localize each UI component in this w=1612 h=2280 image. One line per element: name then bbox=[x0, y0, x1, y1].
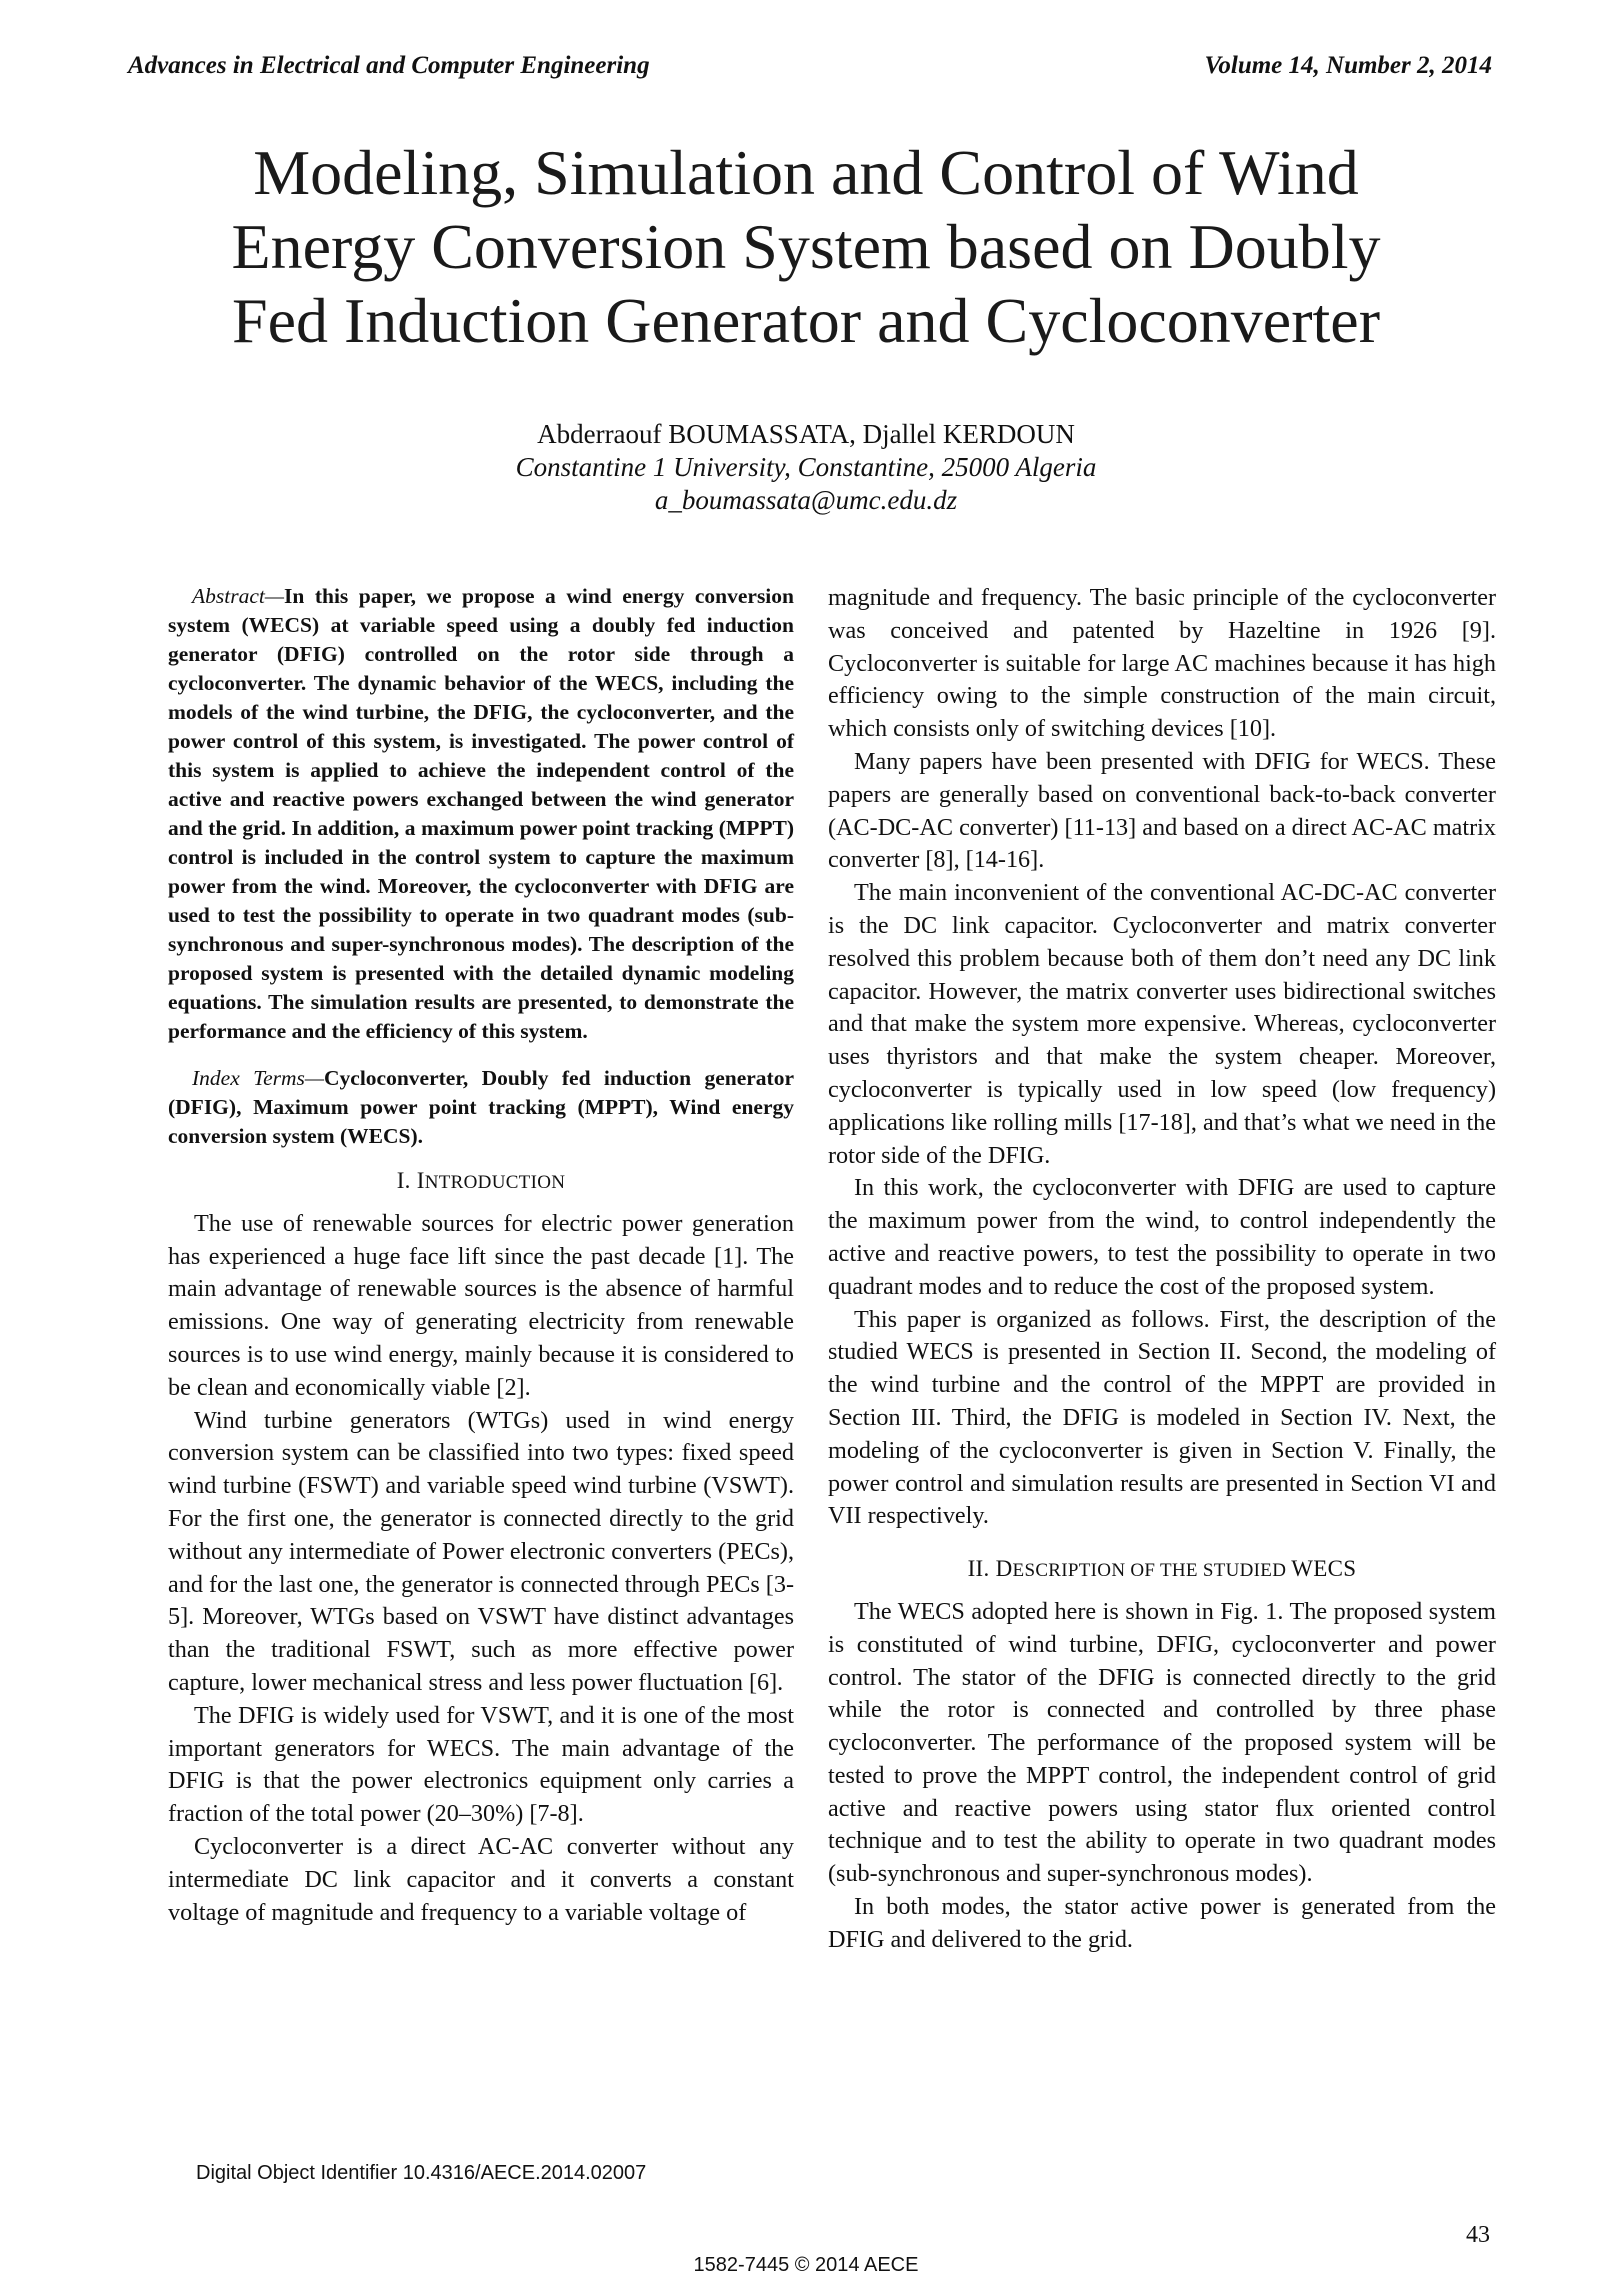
abstract bbox=[168, 582, 794, 1046]
index-terms-text: Cycloconverter, Doubly fed induction generator (DFIG), Maximum power point tracking (MPPT), Wind energy conversion system (WECS). bbox=[168, 1066, 794, 1148]
section-heading-description: II. DESCRIPTION OF THE STUDIED WECS bbox=[967, 1556, 1357, 1582]
index-terms bbox=[168, 1064, 794, 1151]
abstract-text: In this paper, we propose a wind energy conversion system (WECS) at variable speed using a doubly fed induction generator (DFIG) controlled on the rotor side through a cycloconverter. The dynamic behavior of the WECS, including the models of the wind turbine, the DFIG, the cycloconverter, and the power control of this system, is investigated. The power control of this system is applied to achieve the independent control of the active and reactive powers exchanged between the wind generator and the grid. In addition, a maximum power point tracking (MPPT) control is included in the control system to capture the maximum power from the wind. Moreover, the cycloconverter with DFIG are used to test the possibility to operate in two quadrant modes (sub-synchronous and super-synchronous modes). The description of the proposed system is presented with the detailed dynamic modeling equations. The simulation results are presented, to demonstrate the performance and the efficiency of this system. bbox=[168, 584, 794, 1043]
paragraph: The use of renewable sources for electric power generation has experienced a huge face lift since the past decade [1]. The main advantage of renewable sources is the absence of harmful emissions. One way of generating electricity from renewable sources is to use wind energy, mainly because it is considered to be clean and economically viable [2]. bbox=[168, 1209, 794, 1401]
paragraph: Cycloconverter is a direct AC-AC converter without any intermediate DC link capacitor and it converts a constant voltage of magnitude and frequency to a variable voltage of bbox=[168, 1832, 794, 1926]
author-affiliation: Constantine 1 University, Constantine, 25000 Algeria bbox=[515, 452, 1097, 482]
title-line: Fed Induction Generator and Cycloconverter bbox=[231, 285, 1381, 356]
right-column bbox=[828, 582, 1496, 1957]
issn-footer: 1582-7445 © 2014 AECE bbox=[693, 2254, 919, 2276]
paragraph: The main inconvenient of the conventional AC-DC-AC converter is the DC link capacitor. Cycloconverter and matrix converter resolved this problem because both of them don’t need any DC link capacitor. However, the matrix converter uses bidirectional switches and that make the system more expensive. Whereas, cycloconverter uses thyristors and that make the system cheaper. Moreover, cycloconverter is typically used in low speed (low frequency) applications like rolling mills [17-18], and that’s what we need in the rotor side of the DFIG. bbox=[828, 879, 1496, 1169]
abstract-label: Abstract— bbox=[192, 584, 284, 608]
paragraph: The WECS adopted here is shown in Fig. 1. The proposed system is constituted of wind turbine, DFIG, cycloconverter and power control. The stator of the DFIG is connected directly to the grid while the rotor is connected and controlled by three phase cycloconverter. The performance of the proposed system will be tested to prove the MPPT control, the independent control of grid active and reactive powers using stator flux oriented control technique and to test the ability to operate in two quadrant modes (sub-synchronous and super-synchronous modes). bbox=[828, 1597, 1496, 1888]
paragraph: In both modes, the stator active power is generated from the DFIG and delivered to the grid. bbox=[828, 1893, 1496, 1953]
author-block bbox=[0, 418, 1612, 517]
index-terms-label: Index Terms— bbox=[192, 1066, 324, 1090]
paragraph: Wind turbine generators (WTGs) used in wind energy conversion system can be classified into two types: fixed speed wind turbine (FSWT) and variable speed wind turbine (VSWT). For the first one, the generator is connected directly to the grid without any intermediate of Power electronic converters (PECs), and for the last one, the generator is connected through PECs [3-5]. Moreover, WTGs based on VSWT have distinct advantages than the traditional FSWT, such as more effective power capture, lower mechanical stress and less power fluctuation [6]. bbox=[168, 1406, 795, 1696]
paragraph: The DFIG is widely used for VSWT, and it is one of the most important generators for WECS. The main advantage of the DFIG is that the power electronics equipment only carries a fraction of the total power (20–30%) [7-8]. bbox=[168, 1701, 794, 1828]
title-line: Modeling, Simulation and Control of Wind bbox=[253, 137, 1359, 208]
paragraph: Many papers have been presented with DFIG for WECS. These papers are generally based on conventional back-to-back converter (AC-DC-AC converter) [11-13] and based on a direct AC-AC matrix converter [8], [14-16]. bbox=[828, 747, 1496, 874]
author-names: Abderraouf BOUMASSATA, Djallel KERDOUN bbox=[537, 419, 1075, 449]
paragraph: This paper is organized as follows. First, the description of the studied WECS is presented in Section II. Second, the modeling of the wind turbine and the control of the MPPT are provided in Section III. Third, the DFIG is modeled in Section IV. Next, the modeling of the cycloconverter is given in Section V. Finally, the power control and simulation results are presented in Section VI and VII respectively. bbox=[828, 1305, 1496, 1530]
left-column bbox=[168, 582, 794, 1929]
journal-name: Advances in Electrical and Computer Engineering bbox=[128, 52, 650, 79]
title-line: Energy Conversion System based on Doubly bbox=[231, 211, 1381, 282]
paragraph: In this work, the cycloconverter with DFIG are used to capture the maximum power from the wind, to control independently the active and reactive powers, to test the possibility to operate in two quadrant modes and to reduce the cost of the proposed system. bbox=[828, 1174, 1496, 1300]
running-head bbox=[128, 52, 1492, 80]
doi: Digital Object Identifier 10.4316/AECE.2014.02007 bbox=[196, 2162, 647, 2184]
author-email: a_boumassata@umc.edu.dz bbox=[654, 485, 958, 515]
volume-info: Volume 14, Number 2, 2014 bbox=[1204, 52, 1492, 79]
paragraph-continuation: magnitude and frequency. The basic principle of the cycloconverter was conceived and patented by Hazeltine in 1926 [9]. Cycloconverter is suitable for large AC machines because it has high efficiency owing to the simple construction of the main circuit, which consists only of switching devices [10]. bbox=[828, 584, 1496, 743]
paper-title bbox=[120, 136, 1492, 358]
page-number: 43 bbox=[1466, 2222, 1490, 2248]
section-heading-introduction: I. INTRODUCTION bbox=[396, 1168, 566, 1193]
